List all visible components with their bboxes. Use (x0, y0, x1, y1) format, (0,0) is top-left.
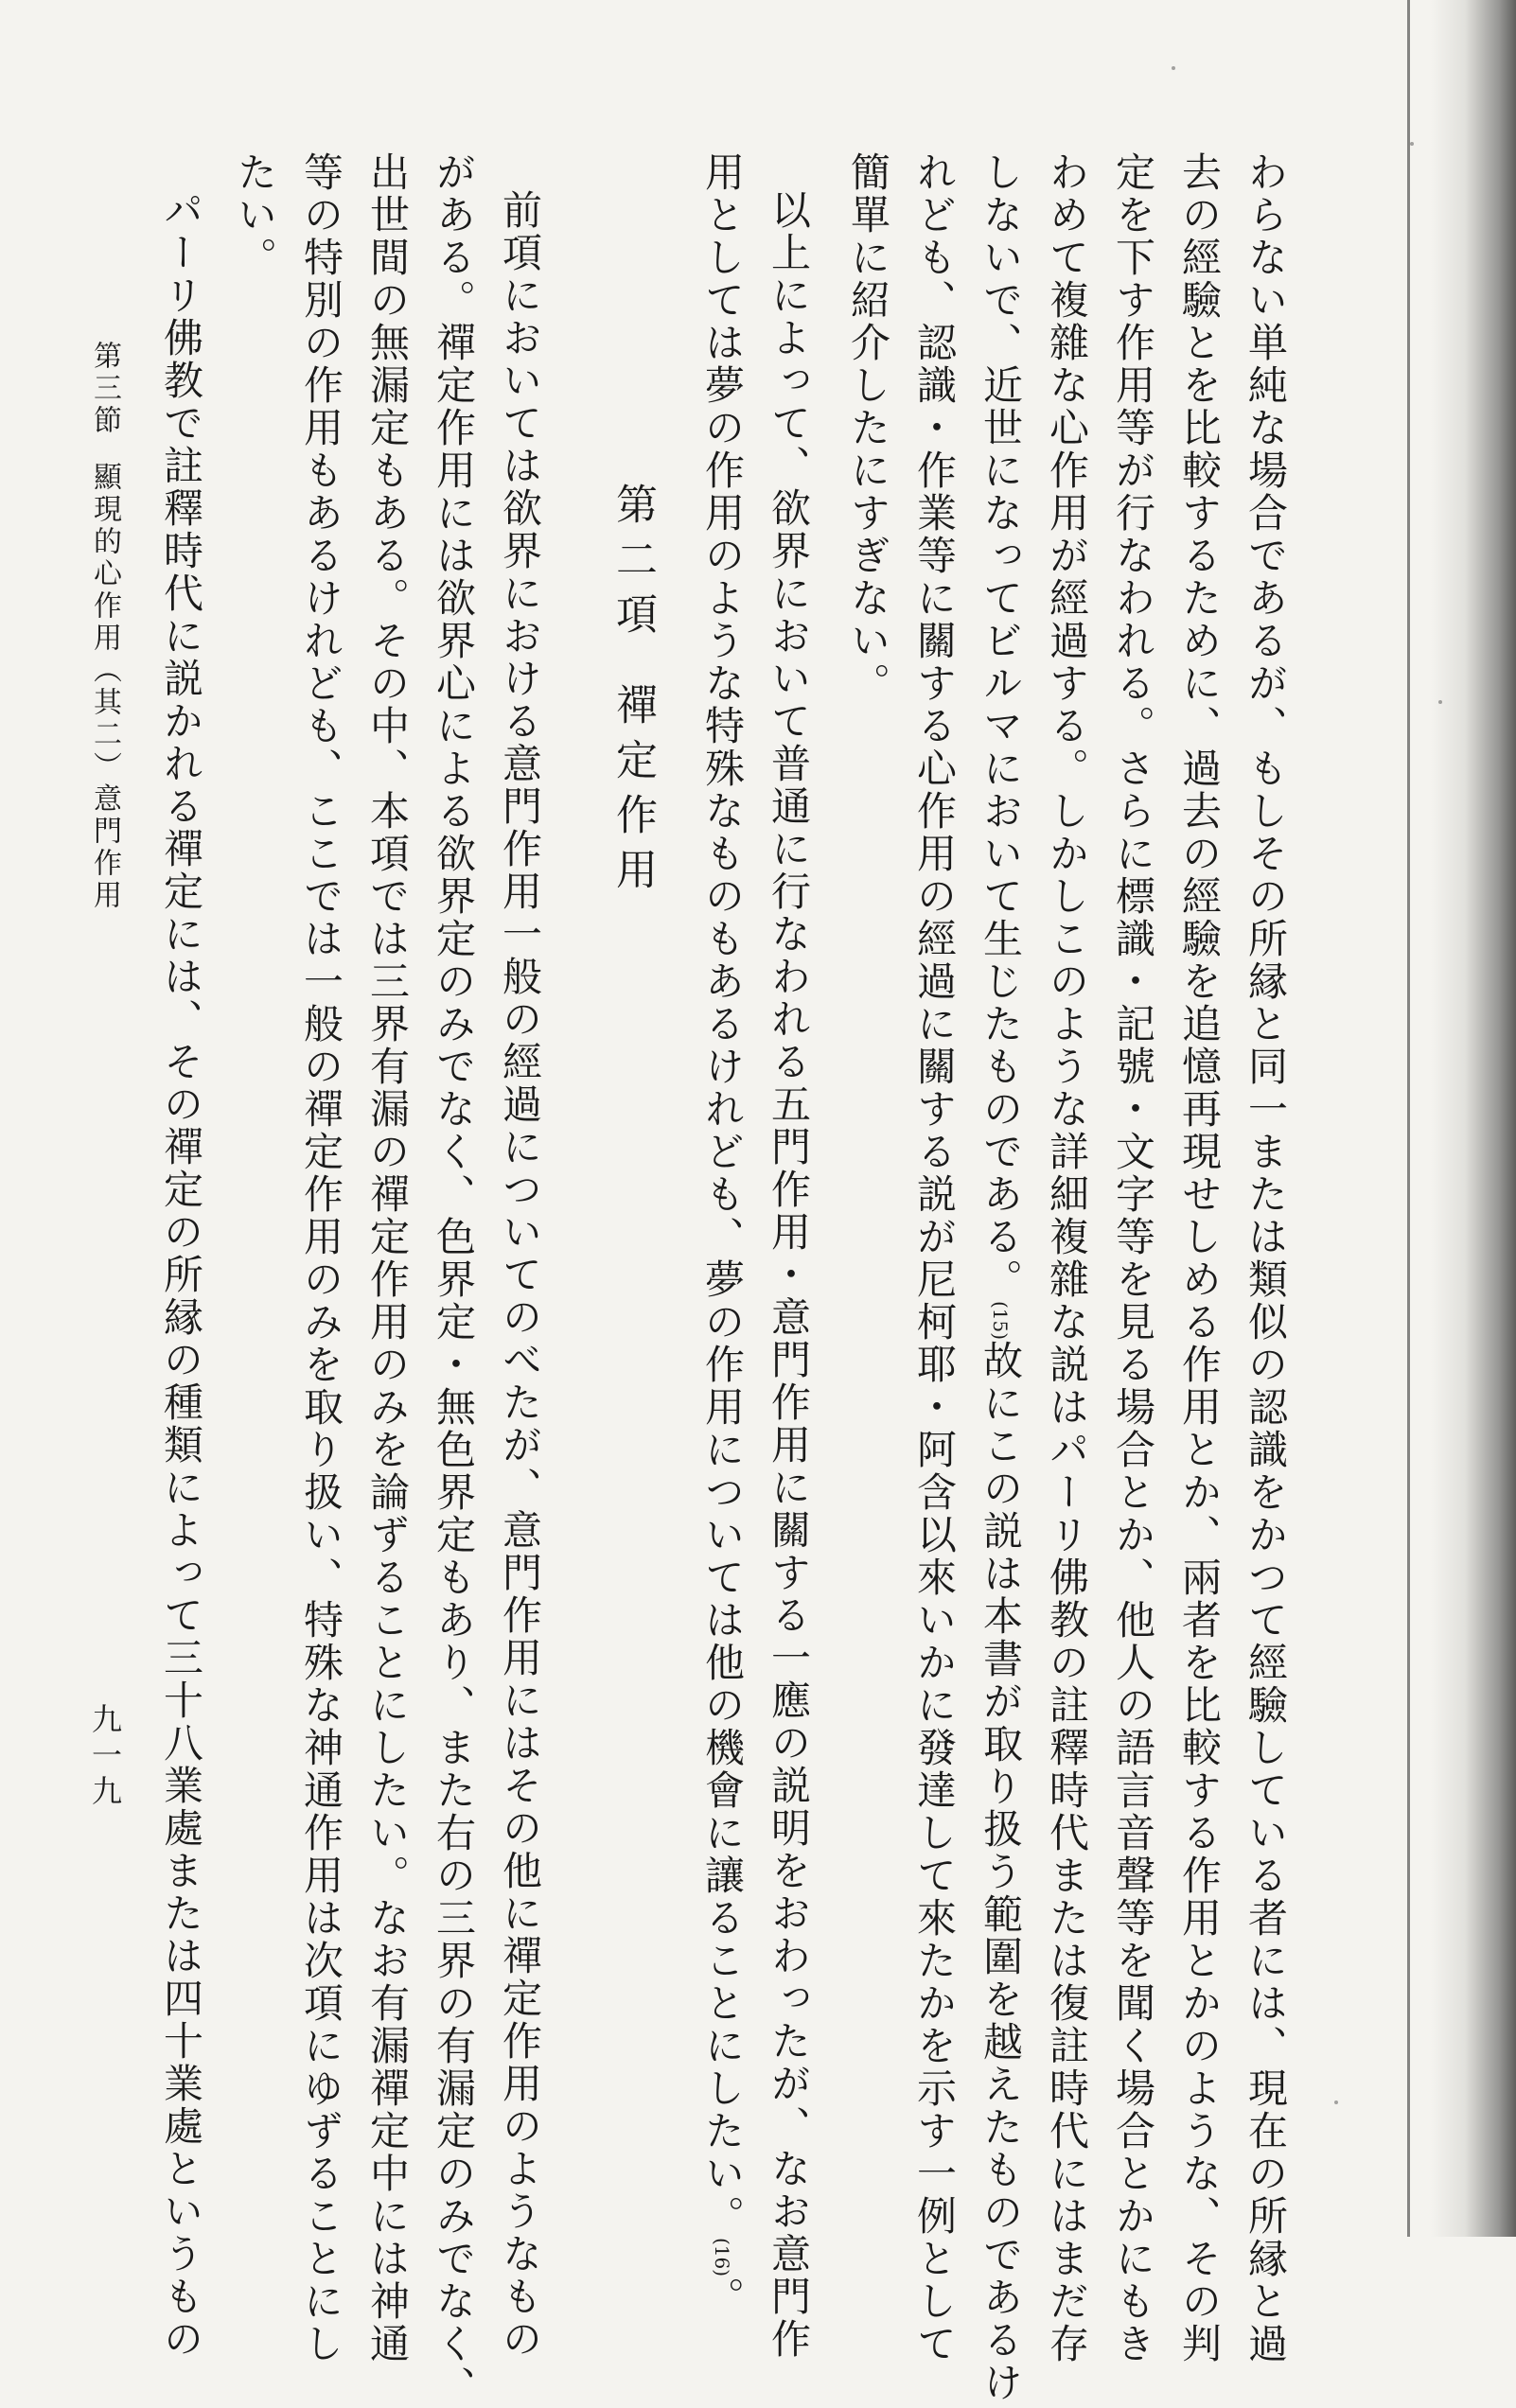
text-column-5 (978, 151, 1024, 2405)
text-column-9 (699, 151, 746, 2320)
scan-speck (1410, 142, 1414, 146)
text-column-15: パーリ佛教で註釋時代に説かれる禪定には、その禪定の所縁の種類によって三十八業處または四十業處というもの (158, 189, 204, 2361)
text-column-5-tail: 故にこの説は本書が取り扱う範圍を越えたものであるけ (978, 1340, 1024, 2405)
running-head (83, 341, 125, 912)
text-column-4: わめて複雜な心作用が經過する。しかしこのような詳細複雜な説はパーリ佛教の註釋時代または復註時代にはまだ存 (1044, 151, 1090, 2365)
text-column-1: わらない単純な場合であるが、もしその所縁と同一または類似の認識をかつて經驗している者には、現在の所縁と過 (1243, 151, 1289, 2365)
text-column-9-body: 用としては夢の作用のような特殊なものもあるけれども、夢の作用については他の機會に讓ることにしたい。 (699, 151, 746, 2238)
text-column-11: がある。禪定作用には欲界心による欲界定のみでなく、色界定・無色界定もあり、また右の三界の有漏定のみでなく、 (431, 151, 477, 2408)
scan-speck (1438, 700, 1442, 704)
scan-speck (1334, 2100, 1338, 2104)
text-column-8-body: 以上によって、欲界において普通に行なわれる五門作用・意門作用に關する一應の説明をおわったが、なお意門作 (766, 189, 812, 2361)
text-column-3: 定を下す作用等が行なわれる。さらに標識・記號・文字等を見る場合とか、他人の語言音聲等を聞く場合とかにもき (1110, 151, 1156, 2365)
text-column-8 (766, 189, 812, 2361)
text-column-2: 去の經驗とを比較するために、過去の經驗を追憶再現せしめる作用とか、兩者を比較する作用とかのような、その判 (1176, 151, 1223, 2365)
note-ref-15: (15) (989, 1301, 1012, 1341)
text-column-14: たい。 (232, 151, 278, 279)
text-column-7: 簡單に紹介したにすぎない。 (845, 151, 891, 705)
text-column-10: 前項においては欲界における意門作用一般の經過についてのべたが、意門作用にはその他に禪定作用のようなもの (497, 189, 543, 2361)
binding-shadow (1431, 0, 1516, 2237)
page-number: 九一九 (87, 1703, 123, 1811)
running-head-section: 第三節 (88, 341, 121, 437)
text-column-5-head: しないで、近世になってビルマにおいて生じたものである。 (978, 151, 1024, 1301)
section-heading-number: 第二項 (608, 483, 657, 647)
text-column-12: 出世間の無漏定もある。その中、本項では三界有漏の禪定作用のみを論ずることにしたい。なお有漏禪定中には神通 (364, 151, 411, 2365)
text-column-9-end: 。 (699, 2276, 746, 2320)
note-ref-16: (16) (711, 2238, 733, 2277)
running-head-title: 顯現的心作用（其二）意門作用 (88, 462, 121, 912)
text-column-13: 等の特別の作用もあるけれども、ここでは一般の禪定作用のみを取り扱い、特殊な神通作用は次項にゆずることにし (298, 151, 344, 2365)
text-column-6: れども、認識・作業等に關する心作用の經過に關する説が尼柯耶・阿含以來いかに發達して來たかを示す一例として (911, 151, 958, 2365)
scan-speck (1172, 66, 1175, 70)
section-heading-title: 禪定作用 (608, 683, 657, 903)
section-heading (602, 483, 662, 903)
binding-edge (1407, 0, 1410, 2237)
